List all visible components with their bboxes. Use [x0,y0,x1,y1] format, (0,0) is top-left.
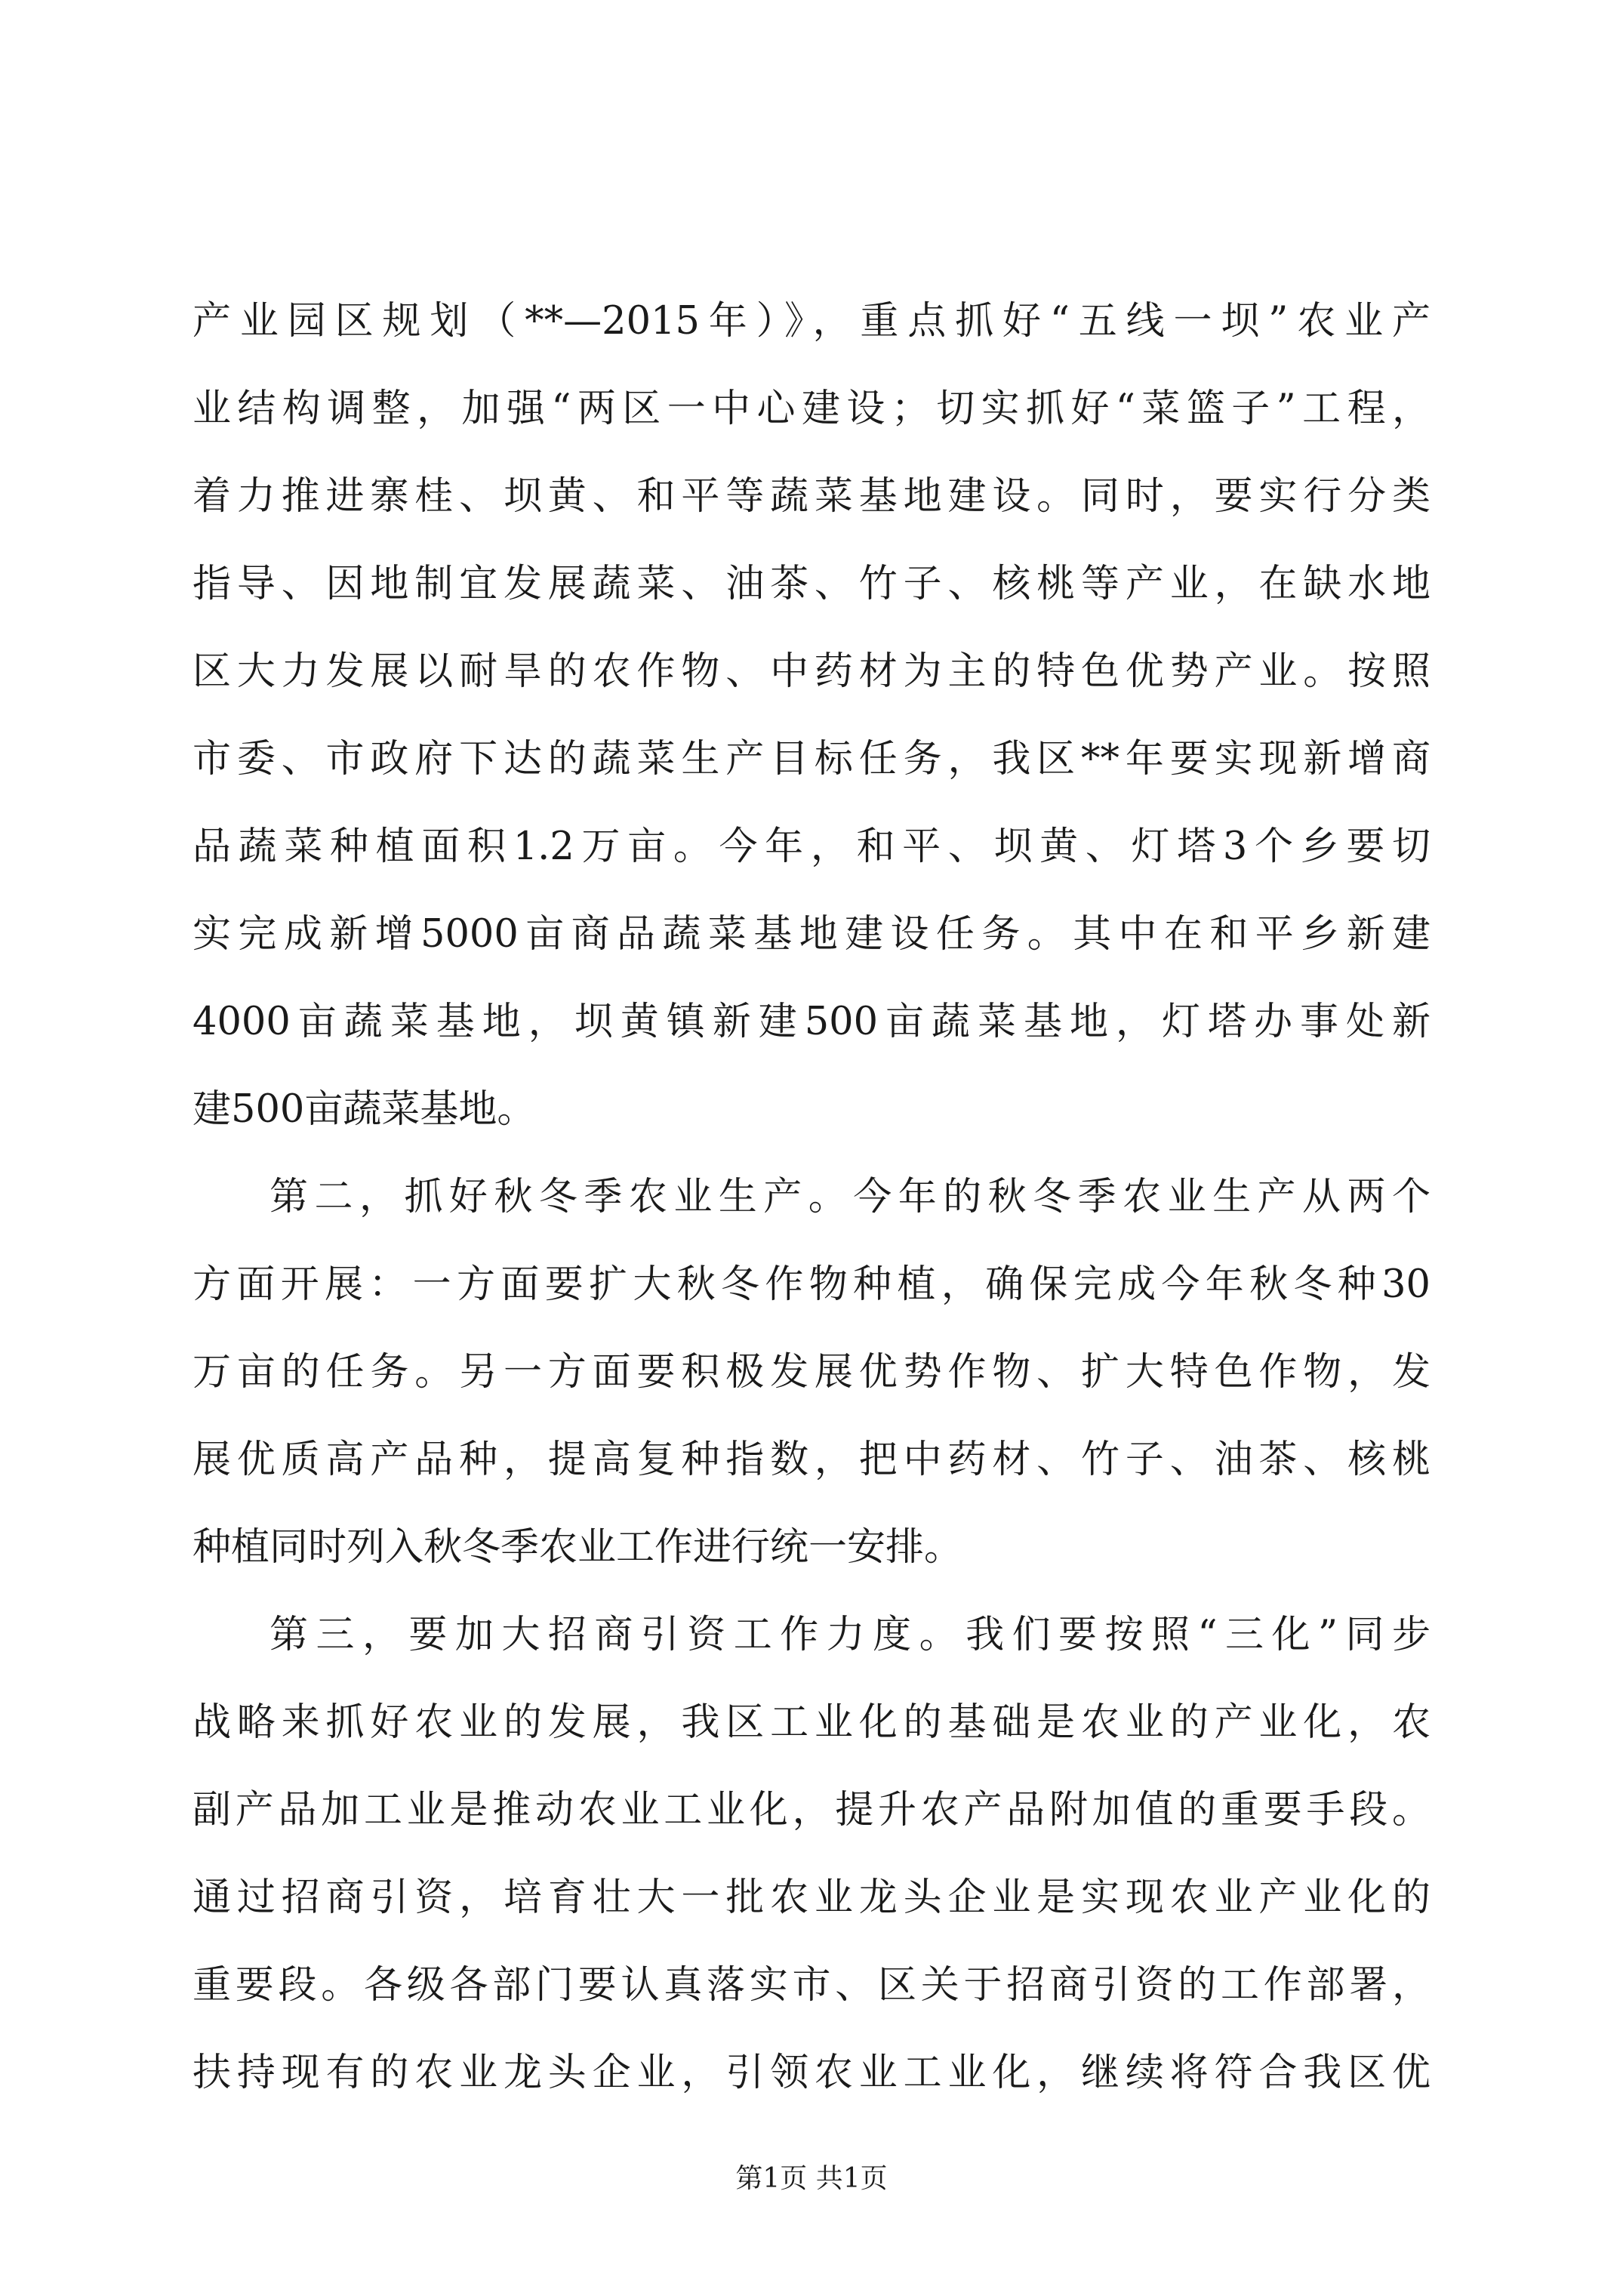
text-line: 方面开展：一方面要扩大秋冬作物种植，确保完成今年秋冬种30 [192,1262,1431,1307]
text-line: 副产品加工业是推动农业工业化，提升农产品附加值的重要手段。 [192,1788,1431,1832]
text-line: 4000亩蔬菜基地，坝黄镇新建500亩蔬菜基地，灯塔办事处新 [192,1000,1431,1044]
text-line: 万亩的任务。另一方面要积极发展优势作物、扩大特色作物，发 [192,1350,1431,1395]
text-line: 扶持现有的农业龙头企业，引领农业工业化，继续将符合我区优 [192,2051,1431,2095]
text-line: 第三，要加大招商引资工作力度。我们要按照“三化”同步 [269,1613,1431,1657]
text-line: 展优质高产品种，提高复种指数，把中药材、竹子、油茶、核桃 [192,1438,1431,1482]
text-line: 着力推进寨桂、坝黄、和平等蔬菜基地建设。同时，要实行分类 [192,474,1431,519]
text-line: 第二，抓好秋冬季农业生产。今年的秋冬季农业生产从两个 [269,1175,1431,1219]
text-line: 通过招商引资，培育壮大一批农业龙头企业是实现农业产业化的 [192,1875,1431,1920]
text-line: 品蔬菜种植面积1.2万亩。今年，和平、坝黄、灯塔3个乡要切 [192,824,1431,869]
body-text [192,278,1431,2117]
text-line: 指导、因地制宜发展蔬菜、油茶、竹子、核桃等产业，在缺水地 [192,562,1431,606]
text-line: 产业园区规划（**—2015年）》，重点抓好“五线一坝”农业产 [192,299,1431,344]
page-footer: 第1页 共1页 [735,2163,888,2194]
text-line: 重要段。各级各部门要认真落实市、区关于招商引资的工作部署， [192,1963,1431,2008]
text-line: 建500亩蔬菜基地。 [192,1087,536,1132]
text-line: 业结构调整，加强“两区一中心建设；切实抓好“菜篮子”工程， [192,387,1431,431]
text-line: 种植同时列入秋冬季农业工作进行统一安排。 [192,1525,963,1570]
text-line: 实完成新增5000亩商品蔬菜基地建设任务。其中在和平乡新建 [192,912,1431,957]
text-line: 市委、市政府下达的蔬菜生产目标任务，我区**年要实现新增商 [192,737,1431,781]
text-line: 区大力发展以耐旱的农作物、中药材为主的特色优势产业。按照 [192,649,1431,694]
text-line: 战略来抓好农业的发展，我区工业化的基础是农业的产业化，农 [192,1700,1431,1745]
